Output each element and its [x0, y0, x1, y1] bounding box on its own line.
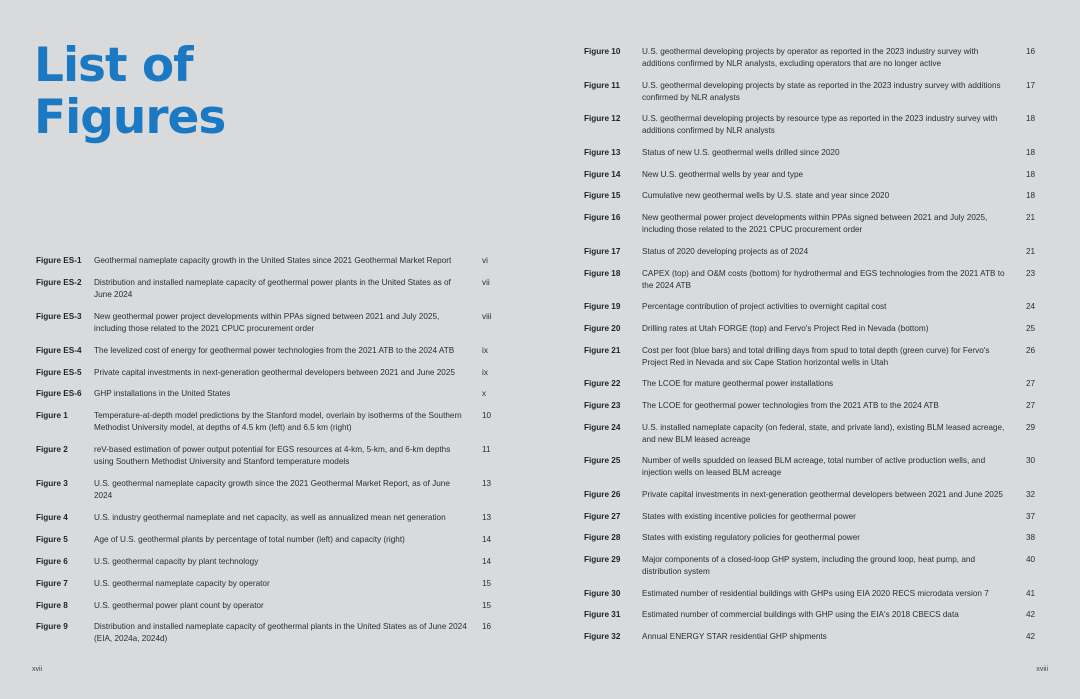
figure-caption: U.S. industry geothermal nameplate and net capacity, as well as annualized mean net generation	[94, 513, 446, 523]
figure-caption: U.S. geothermal developing projects by resource type as reported in the 2023 industry survey with additions confirmed by NLR analysts	[642, 114, 998, 136]
figure-caption: reV-based estimation of power output potential for EGS resources at 4-km, 5-km, and 6-km depths using Southern Methodist University and Stanford temperature models	[94, 445, 451, 467]
page-number: xviii	[1036, 666, 1048, 673]
figure-caption: U.S. geothermal developing projects by state as reported in the 2023 industry survey with additions confirmed by NLR analysts	[642, 80, 1001, 102]
figure-page-number: 26	[1026, 345, 1036, 355]
figure-entry[interactable]	[36, 311, 496, 335]
figure-caption: New U.S. geothermal wells by year and type	[642, 169, 804, 179]
figure-label: Figure 1	[36, 411, 68, 421]
figure-entry[interactable]	[584, 268, 1040, 292]
figure-caption: GHP installations in the United States	[94, 389, 231, 399]
figure-caption: New geothermal power project developments within PPAs signed between 2021 and July 2025, including those related to the 2021 CPUC procurement order	[94, 311, 440, 333]
figure-label: Figure 8	[36, 600, 68, 610]
figure-label: Figure ES-1	[36, 256, 82, 265]
figure-page-number: 37	[1026, 511, 1036, 521]
figure-page-number: vi	[482, 256, 488, 265]
figure-page-number: 25	[1026, 323, 1036, 333]
figure-entry[interactable]	[584, 422, 1040, 446]
figure-entry[interactable]	[584, 631, 1040, 643]
figure-page-number: 24	[1026, 302, 1036, 312]
figure-caption: U.S. geothermal developing projects by operator as reported in the 2023 industry survey with additions confirmed by NLR analysts, excluding operators that are no longer active	[642, 47, 979, 68]
figure-page-number: 18	[1026, 169, 1036, 179]
figure-label: Figure 28	[584, 533, 621, 543]
figure-entry[interactable]	[584, 246, 1040, 258]
figure-caption: Status of 2020 developing projects as of 2024	[642, 246, 809, 256]
figure-page-number: 14	[482, 534, 492, 544]
figure-label: Figure 22	[584, 379, 621, 389]
figure-label: Figure 14	[584, 169, 621, 179]
figure-page-number: viii	[482, 311, 492, 321]
figure-caption: The LCOE for geothermal power technologies from the 2021 ATB to the 2024 ATB	[642, 400, 939, 410]
figure-entry[interactable]	[36, 600, 496, 612]
figure-label: Figure 19	[584, 302, 621, 312]
figure-page-number: 18	[1026, 148, 1036, 158]
figure-entry[interactable]	[36, 367, 496, 379]
figure-caption: CAPEX (top) and O&M costs (bottom) for hydrothermal and EGS technologies from the 2021 ATB to the 2024 ATB	[642, 268, 1005, 290]
figure-caption: Drilling rates at Utah FORGE (top) and Fervo's Project Red in Nevada (bottom)	[642, 323, 929, 333]
figure-label: Figure 5	[36, 534, 68, 544]
figure-entry[interactable]	[584, 323, 1040, 335]
figure-entry[interactable]	[584, 301, 1040, 313]
figure-label: Figure 32	[584, 632, 621, 642]
figure-label: Figure 24	[584, 422, 621, 432]
figure-entry[interactable]	[584, 212, 1040, 236]
figure-entry[interactable]	[36, 556, 496, 568]
figure-caption: States with existing incentive policies for geothermal power	[642, 511, 856, 521]
figure-page-number: 30	[1026, 456, 1036, 466]
figure-entry[interactable]	[36, 255, 496, 267]
figure-entry[interactable]	[584, 169, 1040, 181]
figure-caption: Private capital investments in next-generation geothermal developers between 2021 and June 2025	[642, 490, 1003, 499]
figure-entry[interactable]	[584, 113, 1040, 137]
figure-label: Figure 27	[584, 511, 621, 521]
figure-page-number: 27	[1026, 400, 1036, 410]
figure-entry[interactable]	[36, 388, 496, 400]
figure-caption: Percentage contribution of project activities to overnight capital cost	[642, 302, 887, 312]
title-line-2: Figures	[34, 90, 226, 145]
figure-label: Figure 3	[36, 479, 68, 489]
figure-label: Figure 23	[584, 400, 621, 410]
figure-page-number: 14	[482, 556, 492, 566]
figure-entry[interactable]	[36, 534, 496, 546]
figure-entry[interactable]	[584, 588, 1040, 600]
figure-entry[interactable]	[584, 609, 1040, 621]
figure-entry[interactable]	[36, 578, 496, 590]
figure-entry[interactable]	[36, 277, 496, 301]
figure-label: Figure 15	[584, 191, 621, 201]
figure-page-number: 21	[1026, 246, 1036, 256]
figure-label: Figure 7	[36, 578, 68, 588]
figure-caption: U.S. geothermal power plant count by operator	[94, 600, 264, 610]
figure-caption: U.S. installed nameplate capacity (on federal, state, and private land), existing BLM leased acreage, and new BLM leased acreage	[642, 422, 1005, 444]
figure-page-number: 11	[482, 445, 491, 455]
figure-caption: U.S. geothermal nameplate capacity by operator	[94, 578, 270, 588]
figure-page-number: ix	[482, 345, 488, 355]
figure-entry[interactable]	[584, 532, 1040, 544]
figure-caption: Cost per foot (blue bars) and total drilling days from spud to total depth (green curve) for Fervo's Project Red in Nevada and six Cape Station horizontal wells in Utah	[642, 345, 990, 367]
figure-entry[interactable]	[584, 80, 1040, 104]
figure-page-number: 42	[1026, 610, 1036, 620]
figure-page-number: 17	[1026, 80, 1036, 90]
figure-entry[interactable]	[36, 512, 496, 524]
figure-caption: Age of U.S. geothermal plants by percentage of total number (left) and capacity (right)	[94, 534, 405, 544]
figure-page-number: 27	[1026, 379, 1036, 389]
figure-label: Figure 17	[584, 246, 621, 256]
figure-label: Figure 20	[584, 323, 621, 333]
figure-page-number: 15	[482, 578, 492, 588]
figure-page-number: 18	[1026, 114, 1036, 124]
figure-caption: Estimated number of residential buildings with GHPs using EIA 2020 RECS microdata version 7	[642, 588, 989, 598]
figure-label: Figure ES-3	[36, 311, 82, 321]
figure-caption: Cumulative new geothermal wells by U.S. state and year since 2020	[642, 191, 890, 201]
right-page	[540, 0, 1080, 699]
page-title	[34, 40, 225, 144]
figure-page-number: vii	[482, 277, 490, 287]
figure-caption: Distribution and installed nameplate capacity of geothermal power plants in the United States as of June 2024	[94, 277, 451, 299]
figure-entry[interactable]	[36, 345, 496, 357]
figure-page-number: x	[482, 389, 487, 399]
figure-label: Figure 12	[584, 114, 621, 124]
figure-caption: Temperature-at-depth model predictions by the Stanford model, overlain by isotherms of the Southern Methodist University model, at depths of 4.5 km (left) and 6.5 km (right)	[94, 411, 462, 433]
figure-caption: Major components of a closed-loop GHP system, including the ground loop, heat pump, and distribution system	[642, 555, 976, 577]
figure-caption: Distribution and installed nameplate capacity of geothermal plants in the United States as of June 2024 (EIA, 2024a, 2024d)	[94, 622, 467, 644]
figure-label: Figure 21	[584, 345, 621, 355]
title-line-1: List of	[34, 38, 193, 93]
figure-page-number: 41	[1026, 588, 1036, 598]
figure-caption: States with existing regulatory policies for geothermal power	[642, 533, 860, 543]
figure-page-number: 21	[1026, 213, 1036, 223]
figure-label: Figure 30	[584, 588, 621, 598]
figure-label: Figure 2	[36, 445, 68, 455]
figure-caption: The levelized cost of energy for geothermal power technologies from the 2021 ATB to the 2024 ATB	[94, 345, 455, 355]
figure-caption: U.S. geothermal nameplate capacity growth since the 2021 Geothermal Market Report, as of June 2024	[94, 479, 450, 501]
figure-list-left	[36, 255, 496, 655]
figure-entry[interactable]	[584, 345, 1040, 369]
figure-page-number: 13	[482, 479, 492, 489]
figure-caption: Estimated number of commercial buildings with GHP using the EIA's 2018 CBECS data	[642, 610, 959, 620]
figure-list-right	[584, 46, 1040, 653]
figure-page-number: 16	[482, 622, 492, 632]
figure-page-number: 29	[1026, 422, 1036, 432]
figure-page-number: 40	[1026, 555, 1036, 565]
figure-label: Figure ES-4	[36, 345, 82, 355]
page-number: xvii	[32, 666, 43, 673]
figure-label: Figure 4	[36, 513, 68, 523]
figure-entry[interactable]	[584, 46, 1040, 70]
figure-label: Figure 31	[584, 610, 621, 620]
figure-page-number: 13	[482, 513, 492, 523]
figure-entry[interactable]	[36, 621, 496, 645]
figure-caption: Geothermal nameplate capacity growth in the United States since 2021 Geothermal Market Report	[94, 256, 452, 265]
figure-page-number: 23	[1026, 268, 1036, 278]
figure-caption: The LCOE for mature geothermal power installations	[642, 379, 834, 389]
figure-page-number: 10	[482, 411, 492, 421]
figure-entry[interactable]	[584, 511, 1040, 523]
figure-caption: Number of wells spudded on leased BLM acreage, total number of active production wells, and injection wells on leased BLM acreage	[642, 456, 986, 478]
figure-caption: Private capital investments in next-generation geothermal developers between 2021 and June 2025	[94, 367, 455, 377]
figure-label: Figure 11	[584, 80, 620, 90]
figure-entry[interactable]	[584, 190, 1040, 202]
figure-label: Figure 9	[36, 622, 68, 632]
figure-entry[interactable]	[584, 455, 1040, 479]
figure-page-number: 16	[1026, 47, 1036, 56]
figure-entry[interactable]	[36, 444, 496, 468]
figure-label: Figure ES-6	[36, 389, 82, 399]
figure-page-number: 18	[1026, 191, 1036, 201]
figure-entry[interactable]	[584, 554, 1040, 578]
figure-label: Figure 18	[584, 268, 621, 278]
figure-label: Figure 16	[584, 213, 621, 223]
figure-label: Figure 25	[584, 456, 621, 466]
figure-entry[interactable]	[584, 489, 1040, 501]
figure-label: Figure 10	[584, 47, 621, 56]
figure-caption: Status of new U.S. geothermal wells drilled since 2020	[642, 148, 840, 158]
figure-label: Figure ES-5	[36, 367, 82, 377]
figure-entry[interactable]	[584, 378, 1040, 390]
figure-caption: New geothermal power project developments within PPAs signed between 2021 and July 2025, including those related to the 2021 CPUC procurement order	[642, 213, 988, 235]
figure-page-number: 38	[1026, 533, 1036, 543]
figure-page-number: 15	[482, 600, 492, 610]
figure-entry[interactable]	[584, 147, 1040, 159]
figure-label: Figure 26	[584, 490, 621, 499]
figure-caption: Annual ENERGY STAR residential GHP shipments	[642, 632, 827, 642]
figure-caption: U.S. geothermal capacity by plant technology	[94, 556, 259, 566]
figure-entry[interactable]	[36, 410, 496, 434]
figure-label: Figure 6	[36, 556, 68, 566]
figure-label: Figure ES-2	[36, 277, 82, 287]
figure-label: Figure 29	[584, 555, 621, 565]
figure-label: Figure 13	[584, 148, 621, 158]
figure-entry[interactable]	[584, 400, 1040, 412]
figure-page-number: 32	[1026, 490, 1036, 499]
figure-page-number: ix	[482, 367, 488, 377]
figure-page-number: 42	[1026, 632, 1036, 642]
figure-entry[interactable]	[36, 478, 496, 502]
